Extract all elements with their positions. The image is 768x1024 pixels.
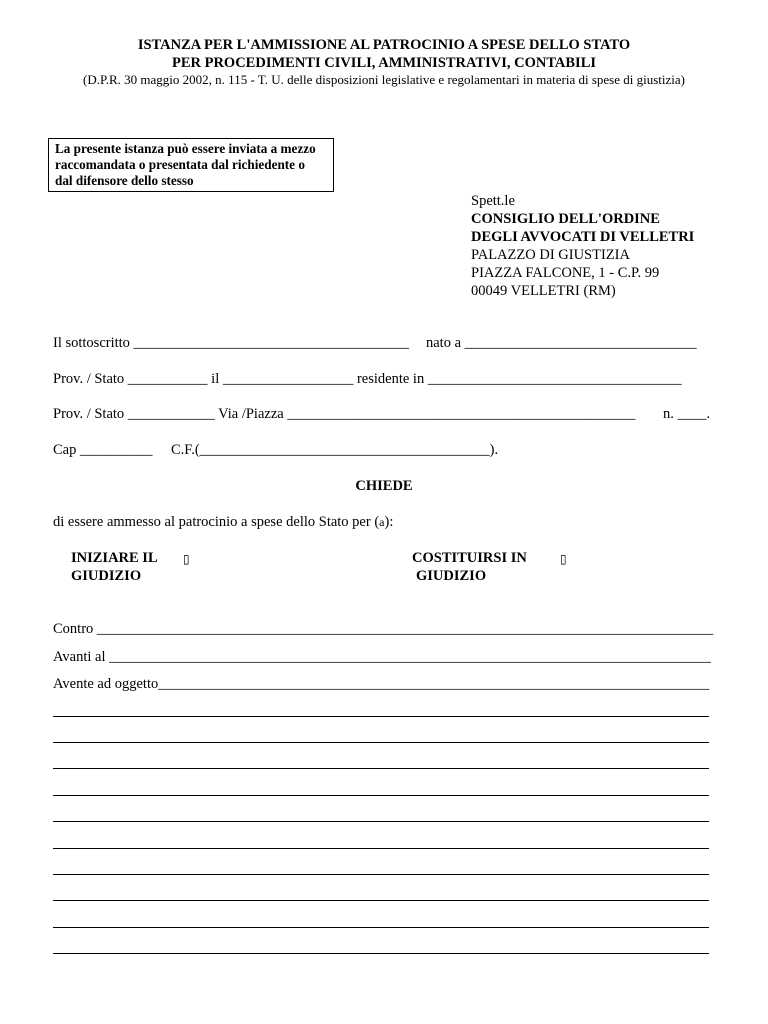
blank-line[interactable] [53, 795, 709, 796]
recipient-name-line2: DEGLI AVVOCATI DI VELLETRI [471, 229, 695, 245]
recipient-name-line1: CONSIGLIO DELL'ORDINE [471, 211, 660, 227]
form-title-line1: ISTANZA PER L'AMMISSIONE AL PATROCINIO A SPESE DELLO STATO [137, 37, 631, 53]
chiede-heading: CHIEDE [355, 478, 413, 494]
submission-notice-box [48, 138, 334, 192]
recipient-address-line2: PIAZZA FALCONE, 1 - C.P. 99 [471, 265, 660, 281]
field-avanti-al[interactable]: Avanti al ___________________________________________________________________________________ [53, 649, 711, 665]
field-prov-residenza[interactable]: Prov. / Stato ___________ il __________________ residente in ___________________________________ [53, 371, 682, 387]
blank-line[interactable] [53, 927, 709, 928]
field-sottoscritto[interactable]: Il sottoscritto ______________________________________ [53, 335, 410, 351]
form-title-line2: PER PROCEDIMENTI CIVILI, AMMINISTRATIVI, CONTABILI [171, 55, 597, 71]
request-intro-prefix: di essere ammesso al patrocinio a spese dello Stato per ( [53, 514, 380, 530]
option-costituirsi-checkbox[interactable]: ▯ [560, 552, 567, 566]
option-iniziare-checkbox[interactable]: ▯ [183, 552, 190, 566]
blank-line[interactable] [53, 953, 709, 954]
recipient-address-line1: PALAZZO DI GIUSTIZIA [471, 247, 630, 263]
option-costituirsi-label-line1: COSTITUIRSI IN [412, 550, 527, 566]
blank-line[interactable] [53, 874, 709, 875]
field-avente-ad-oggetto[interactable]: Avente ad oggetto____________________________________________________________________________ [53, 676, 710, 692]
blank-line[interactable] [53, 900, 709, 901]
blank-line[interactable] [53, 848, 709, 849]
option-costituirsi-label-line2: GIUDIZIO [416, 568, 487, 584]
request-intro-note: a [379, 515, 385, 529]
field-cap[interactable]: Cap __________ [53, 442, 153, 458]
field-codice-fiscale[interactable]: C.F.(________________________________________). [171, 442, 499, 458]
request-intro-suffix: ): [384, 514, 394, 530]
form-legal-reference: (D.P.R. 30 maggio 2002, n. 115 - T. U. delle disposizioni legislative e regolamentari in materia di spese di giustizia) [83, 72, 685, 87]
option-iniziare-label-line1: INIZIARE IL [71, 550, 158, 566]
field-nato-a[interactable]: nato a ________________________________ [426, 335, 697, 351]
blank-line[interactable] [53, 716, 709, 717]
option-iniziare-label-line2: GIUDIZIO [71, 568, 142, 584]
blank-line[interactable] [53, 742, 709, 743]
field-numero-civico[interactable]: n. ____. [663, 406, 711, 422]
field-via-piazza[interactable]: Prov. / Stato ____________ Via /Piazza ________________________________________________ [53, 406, 636, 422]
field-contro[interactable]: Contro _____________________________________________________________________________________ [53, 621, 714, 637]
submission-notice-text: La presente istanza può essere inviata a mezzo raccomandata o presentata dal richiedente o dal difensore dello stesso [55, 141, 316, 188]
blank-line[interactable] [53, 821, 709, 822]
request-intro [53, 514, 393, 531]
blank-line[interactable] [53, 768, 709, 769]
recipient-salutation: Spett.le [471, 193, 515, 209]
recipient-address-line3: 00049 VELLETRI (RM) [471, 283, 616, 299]
